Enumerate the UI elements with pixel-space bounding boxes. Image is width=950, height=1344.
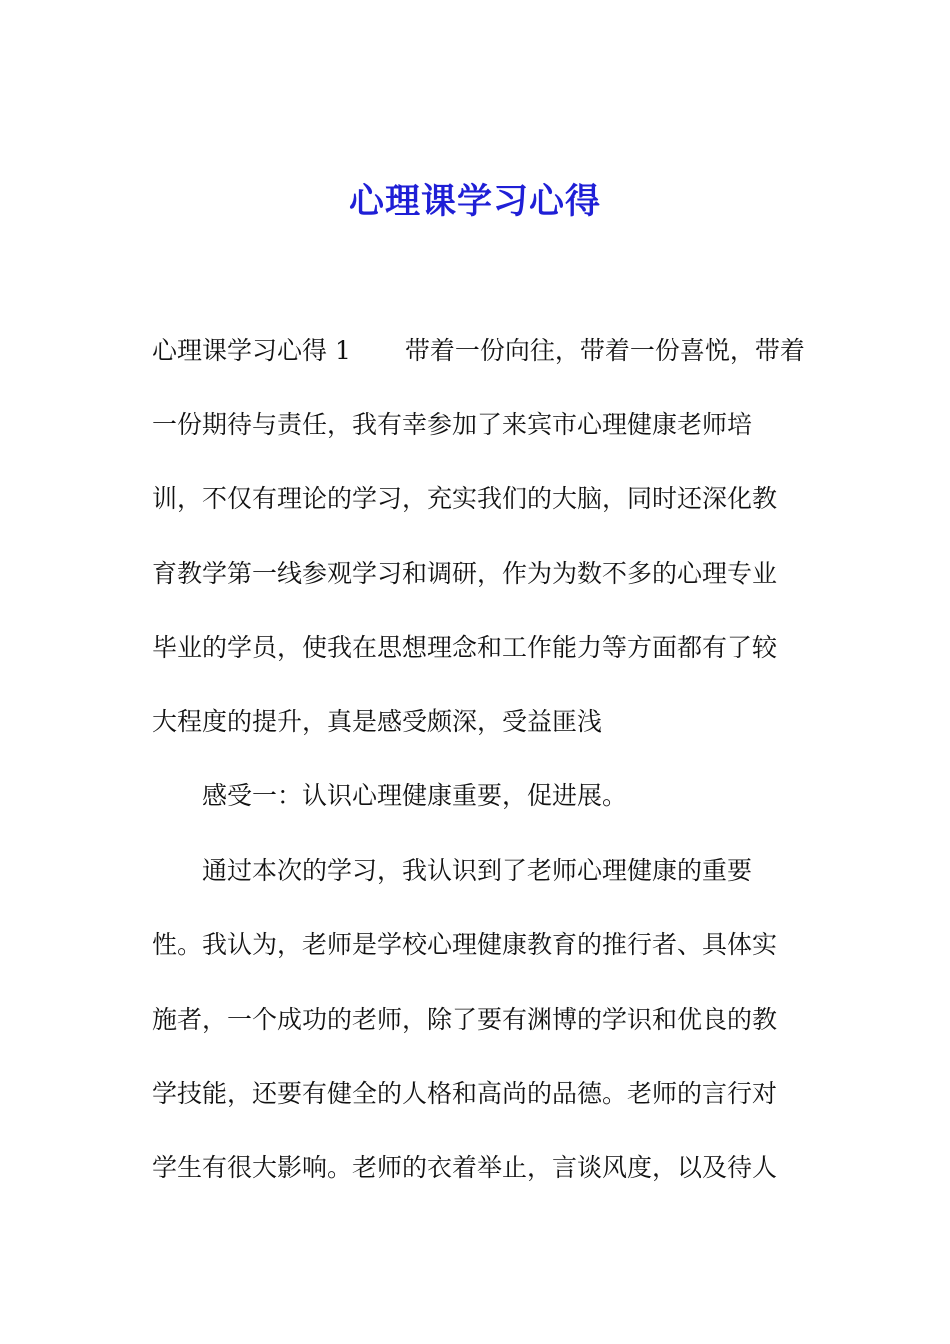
section-heading-inline: 心理课学习心得 1 <box>152 336 351 365</box>
paragraph-line-5: 毕业的学员，使我在思想理念和工作能力等方面都有了较 <box>152 633 778 662</box>
paragraph-line-10: 施者，一个成功的老师，除了要有渊博的学识和优良的教 <box>152 1005 778 1034</box>
paragraph-line-7: 感受一：认识心理健康重要，促进展。 <box>202 781 628 810</box>
line-text: 带着一份向往，带着一份喜悦，带着 <box>404 336 805 365</box>
paragraph-line-8: 通过本次的学习，我认识到了老师心理健康的重要 <box>202 856 753 885</box>
paragraph-line-1 <box>152 333 832 369</box>
paragraph-line-4: 育教学第一线参观学习和调研，作为为数不多的心理专业 <box>152 559 778 588</box>
paragraph-line-6: 大程度的提升，真是感受颇深，受益匪浅 <box>152 707 603 736</box>
paragraph-line-3: 训，不仅有理论的学习，充实我们的大脑，同时还深化教 <box>152 484 778 513</box>
paragraph-line-9: 性。我认为，老师是学校心理健康教育的推行者、具体实 <box>152 930 778 959</box>
paragraph-line-11: 学技能，还要有健全的人格和高尚的品德。老师的言行对 <box>152 1079 778 1108</box>
paragraph-line-2: 一份期待与责任，我有幸参加了来宾市心理健康老师培 <box>152 410 753 439</box>
paragraph-line-12: 学生有很大影响。老师的衣着举止，言谈风度，以及待人 <box>152 1153 778 1182</box>
document-title: 心理课学习心得 <box>348 182 601 222</box>
